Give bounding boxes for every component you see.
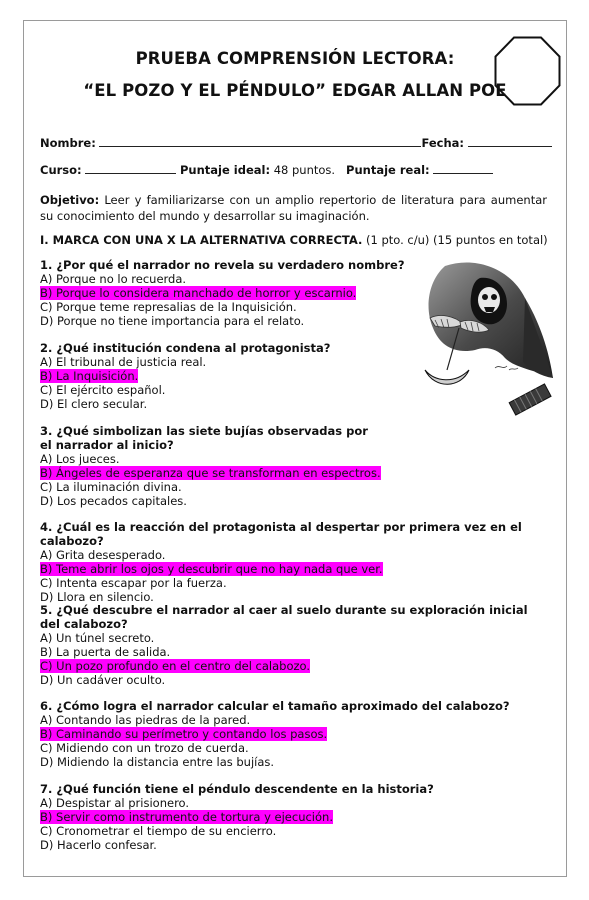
question-text: 4. ¿Cuál es la reacción del protagonista al despertar por primera vez en el calabozo? [40, 520, 522, 548]
option-c[interactable]: C) Porque teme represalias de la Inquisición. [40, 300, 297, 314]
option-c[interactable]: C) Intenta escapar por la fuerza. [40, 576, 227, 590]
option-b-highlighted[interactable]: B) Teme abrir los ojos y descubrir que no hay nada que ver. [40, 562, 383, 576]
section-title: I. MARCA CON UNA X LA ALTERNATIVA CORRECTA. [40, 233, 363, 247]
puntaje-ideal-label: Puntaje ideal: [179, 163, 271, 177]
question-5 [40, 603, 547, 687]
option-d[interactable]: D) Midiendo la distancia entre las bujías. [40, 755, 275, 769]
option-b-highlighted[interactable]: B) La Inquisición. [40, 369, 139, 383]
option-d[interactable]: D) Porque no tiene importancia para el relato. [40, 314, 305, 328]
course-score-row [40, 163, 493, 177]
objective-text: Leer y familiarizarse con un amplio repertorio de literatura para aumentar su conocimiento del mundo y desarrollar su imaginación. [40, 193, 547, 223]
option-d[interactable]: D) El clero secular. [40, 397, 148, 411]
question-1 [40, 258, 405, 328]
grim-reaper-pendulum-illustration [385, 258, 555, 423]
option-b-highlighted[interactable]: B) Caminando su perímetro y contando los pasos. [40, 727, 328, 741]
question-3 [40, 424, 380, 508]
puntaje-ideal-value: 48 puntos. [273, 163, 336, 177]
octagon-icon [494, 36, 561, 106]
option-c[interactable]: C) Midiendo con un trozo de cuerda. [40, 741, 249, 755]
option-a[interactable]: A) Despistar al prisionero. [40, 796, 190, 810]
option-d[interactable]: D) Los pecados capitales. [40, 494, 187, 508]
section-points: (1 pto. c/u) (15 puntos en total) [362, 233, 548, 247]
objective-label: Objetivo: [40, 193, 100, 207]
option-a[interactable]: A) Un túnel secreto. [40, 631, 155, 645]
question-text: 3. ¿Qué simbolizan las siete bujías observadas por el narrador al inicio? [40, 424, 368, 452]
option-d[interactable]: D) Hacerlo confesar. [40, 838, 157, 852]
option-b-highlighted[interactable]: B) Servir como instrumento de tortura y ejecución. [40, 810, 333, 824]
question-6 [40, 699, 510, 769]
question-text: 7. ¿Qué función tiene el péndulo descendente en la historia? [40, 782, 434, 796]
option-a[interactable]: A) Los jueces. [40, 452, 120, 466]
fecha-label: Fecha: [421, 136, 465, 150]
option-c[interactable]: C) La iluminación divina. [40, 480, 182, 494]
title-line-2: “EL POZO Y EL PÉNDULO” EDGAR ALLAN POE [83, 81, 507, 100]
title-line-1: PRUEBA COMPRENSIÓN LECTORA: [135, 49, 455, 68]
option-a[interactable]: A) Contando las piedras de la pared. [40, 713, 251, 727]
option-d[interactable]: D) Un cadáver oculto. [40, 673, 166, 687]
nombre-label: Nombre: [40, 136, 96, 150]
option-c[interactable]: C) El ejército español. [40, 383, 166, 397]
question-2 [40, 341, 330, 411]
fecha-field[interactable] [468, 136, 552, 147]
section-heading [40, 233, 548, 247]
question-7 [40, 782, 434, 852]
objective-paragraph [40, 192, 547, 224]
curso-field[interactable] [85, 163, 176, 174]
option-b-highlighted[interactable]: B) Ángeles de esperanza que se transforman en espectros. [40, 466, 381, 480]
option-c[interactable]: C) Cronometrar el tiempo de su encierro. [40, 824, 277, 838]
option-a[interactable]: A) Grita desesperado. [40, 548, 166, 562]
option-b-highlighted[interactable]: B) Porque lo considera manchado de horror y escarnio. [40, 286, 357, 300]
option-a[interactable]: A) Porque no lo recuerda. [40, 272, 187, 286]
puntaje-real-label: Puntaje real: [346, 163, 430, 177]
option-d[interactable]: D) Llora en silencio. [40, 590, 154, 604]
question-text: 5. ¿Qué descubre el narrador al caer al suelo durante su exploración inicial del calabozo? [40, 603, 528, 631]
curso-label: Curso: [40, 163, 82, 177]
puntaje-real-field[interactable] [433, 163, 493, 174]
name-date-row [40, 136, 552, 150]
question-text: 6. ¿Cómo logra el narrador calcular el tamaño aproximado del calabozo? [40, 699, 510, 713]
option-c-highlighted[interactable]: C) Un pozo profundo en el centro del calabozo. [40, 659, 311, 673]
question-text: 2. ¿Qué institución condena al protagonista? [40, 341, 331, 355]
option-a[interactable]: A) El tribunal de justicia real. [40, 355, 207, 369]
option-b[interactable]: B) La puerta de salida. [40, 645, 171, 659]
nombre-field[interactable] [99, 136, 421, 147]
question-4 [40, 520, 589, 604]
question-text: 1. ¿Por qué el narrador no revela su verdadero nombre? [40, 258, 405, 272]
